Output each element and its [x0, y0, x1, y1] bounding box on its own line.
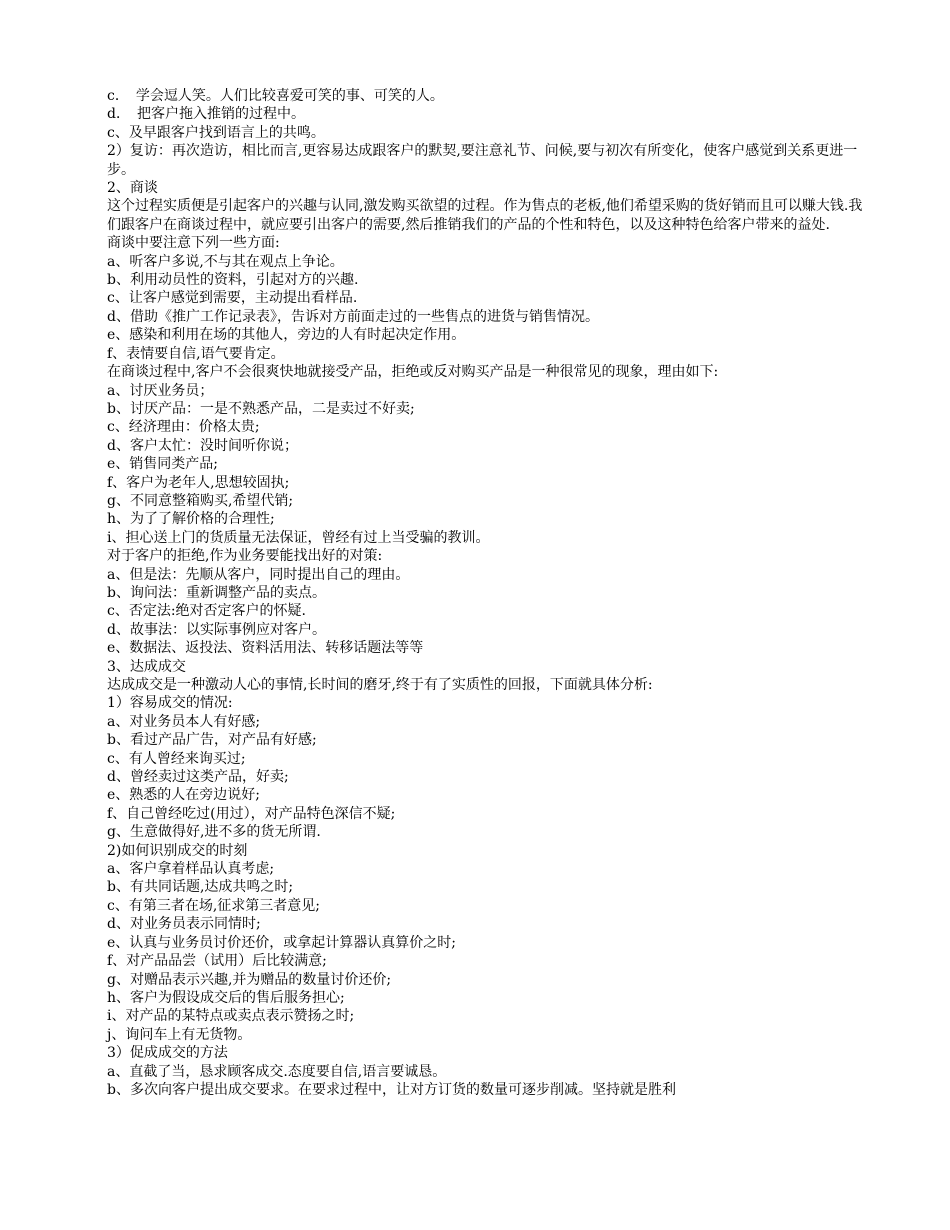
- list-item: d、客户太忙：没时间听你说；: [107, 437, 298, 454]
- subsection-heading: 3）促成成交的方法: [107, 1045, 228, 1062]
- text-line: c． 学会逗人笑。人们比较喜爱可笑的事、可笑的人。: [107, 88, 444, 104]
- list-item: b、多次向客户提出成交要求。在要求过程中，让对方订货的数量可逐步削减。坚持就是胜利: [107, 1081, 676, 1098]
- list-item: e、感染和利用在场的其他人，旁边的人有时起决定作用。: [107, 327, 466, 344]
- subsection-heading: 2)如何识别成交的时刻: [107, 842, 248, 859]
- list-item: d、对业务员表示同情时;: [107, 916, 261, 933]
- list-item: a、听客户多说,不与其在观点上争论。: [107, 253, 344, 270]
- text-paragraph: 这个过程实质便是引起客户的兴趣与认同,激发购买欲望的过程。作为售点的老板,他们希望采购的货好销而且可以赚大钱.我们跟客户在商谈过程中，就应要引出客户的需要,然后推销我们的产品的个性和特色，以及这种特色给客户带来的益处.: [107, 198, 863, 233]
- list-item: c、否定法:绝对否定客户的怀疑.: [107, 603, 307, 620]
- list-item: c、让客户感觉到需要，主动提出看样品.: [107, 290, 358, 307]
- document-body: [107, 87, 867, 1099]
- list-item: g、对赠品表示兴趣,并为赠品的数量讨价还价;: [107, 971, 392, 988]
- text-line: d． 把客户拖入推销的过程中。: [107, 106, 305, 123]
- subsection-heading: 1）容易成交的情况:: [107, 695, 233, 712]
- list-item: c、经济理由：价格太贵;: [107, 419, 260, 436]
- list-item: h、为了了解价格的合理性;: [107, 511, 275, 528]
- list-item: c、有第三者在场,征求第三者意见;: [107, 897, 321, 914]
- list-item: a、对业务员本人有好感;: [107, 713, 261, 730]
- section-heading: 2、商谈: [107, 180, 158, 197]
- text-line: 在商谈过程中,客户不会很爽快地就接受产品，拒绝或反对购买产品是一种很常见的现象，理由如下:: [107, 364, 719, 381]
- list-item: j、询问车上有无货物。: [107, 1026, 252, 1043]
- list-item: f、对产品品尝（试用）后比较满意;: [107, 953, 327, 970]
- list-item: i、担心送上门的货质量无法保证，曾经有过上当受骗的教训。: [107, 529, 490, 546]
- list-item: a、直截了当，恳求顾客成交.态度要自信,语言要诚恳。: [107, 1063, 447, 1080]
- list-item: h、客户为假设成交后的售后服务担心;: [107, 989, 345, 1006]
- list-item: a、但是法：先顺从客户，同时提出自己的理由。: [107, 566, 410, 583]
- list-item: i、对产品的某特点或卖点表示赞扬之时;: [107, 1008, 355, 1025]
- list-item: g、生意做得好,进不多的货无所谓.: [107, 824, 321, 841]
- list-item: b、询问法：重新调整产品的卖点。: [107, 584, 326, 601]
- list-item: e、销售同类产品;: [107, 456, 219, 473]
- list-item: e、数据法、返投法、资料活用法、转移话题法等等: [107, 640, 424, 657]
- list-item: a、客户拿着样品认真考虑;: [107, 861, 275, 878]
- list-item: b、有共同话题,达成共鸣之时;: [107, 879, 294, 896]
- text-line: 商谈中要注意下列一些方面:: [107, 235, 280, 252]
- text-line: 达成成交是一种激动人心的事情,长时间的磨牙,终于有了实质性的回报，下面就具体分析:: [107, 677, 653, 693]
- list-item: c、有人曾经来询买过;: [107, 750, 246, 767]
- list-item: b、看过产品广告，对产品有好感;: [107, 732, 317, 749]
- list-item: b、利用动员性的资料，引起对方的兴趣.: [107, 272, 359, 289]
- list-item: f、客户为老年人,思想较固执;: [107, 474, 290, 491]
- text-paragraph: 2）复访：再次造访，相比而言,更容易达成跟客户的默契,要注意礼节、问候,要与初次有所变化，使客户感觉到关系更进一步。: [107, 143, 858, 178]
- list-item: f、自己曾经吃过(用过），对产品特色深信不疑;: [107, 805, 396, 822]
- text-line: c、及早跟客户找到语言上的共鸣。: [107, 124, 325, 141]
- list-item: e、认真与业务员讨价还价，或拿起计算器认真算价之时;: [107, 934, 457, 951]
- list-item: d、曾经卖过这类产品，好卖;: [107, 769, 289, 786]
- list-item: d、故事法：以实际事例应对客户。: [107, 621, 326, 638]
- list-item: e、熟悉的人在旁边说好;: [107, 787, 261, 804]
- list-item: d、借助《推广工作记录表》，告诉对方前面走过的一些售点的进货与销售情况。: [107, 308, 599, 325]
- list-item: f、表情要自信,语气要肯定。: [107, 345, 285, 362]
- text-line: 对于客户的拒绝,作为业务要能找出好的对策:: [107, 548, 383, 565]
- list-item: a、讨厌业务员；: [107, 382, 214, 399]
- section-heading: 3、达成成交: [107, 658, 186, 675]
- list-item: b、讨厌产品：一是不熟悉产品，二是卖过不好卖;: [107, 400, 415, 417]
- list-item: g、不同意整箱购买,希望代销;: [107, 492, 294, 509]
